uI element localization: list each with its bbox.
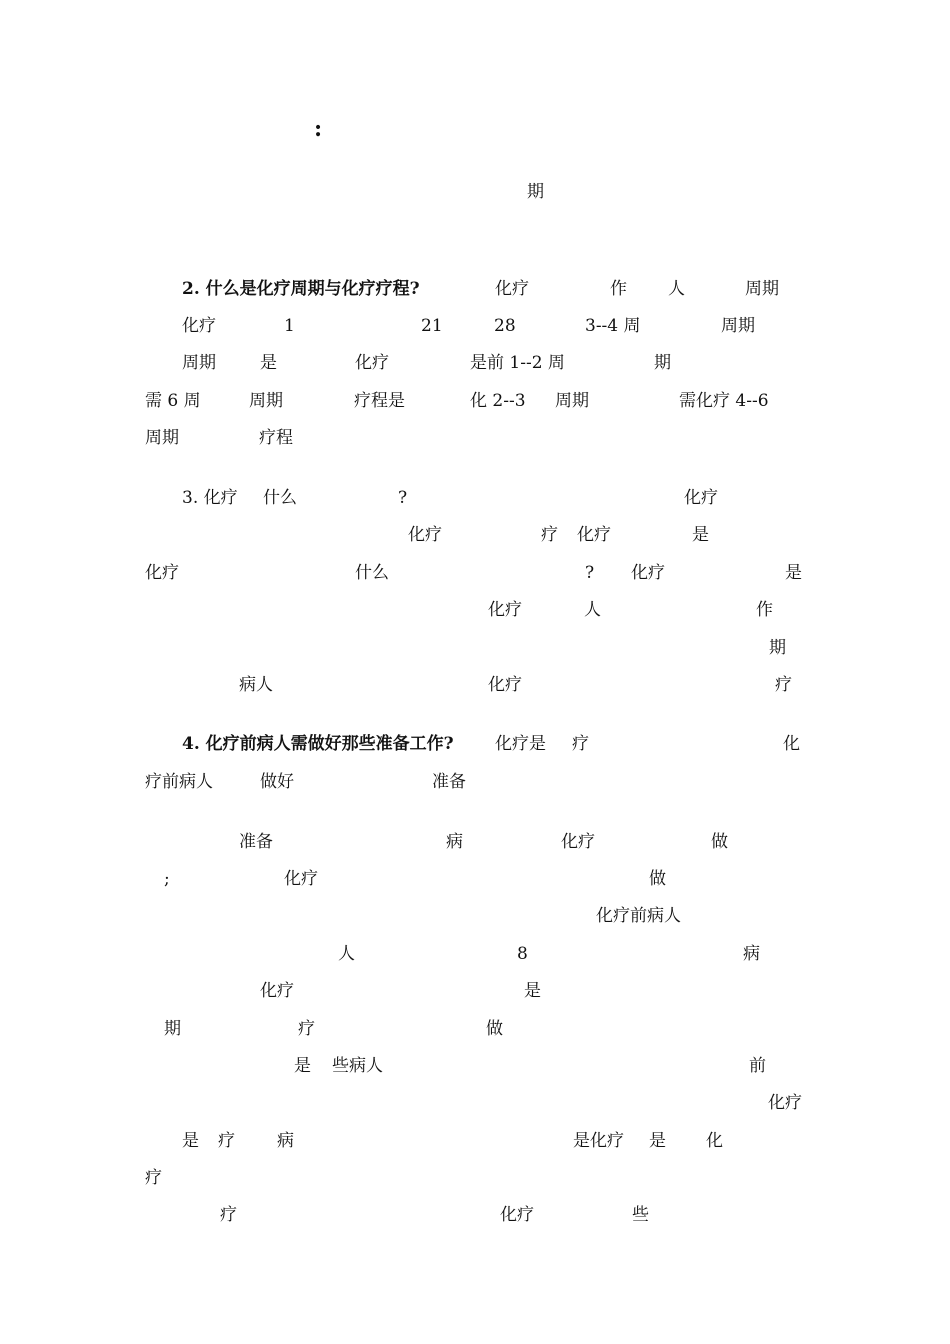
q4-heading-line xyxy=(0,732,950,758)
text-fragment: 疗 xyxy=(218,1131,235,1151)
q4-line-8 xyxy=(0,1017,950,1043)
q3-line-3 xyxy=(0,561,950,587)
text-fragment: 作 xyxy=(756,600,773,620)
q3-line-5 xyxy=(0,636,950,662)
text-fragment: 周期 xyxy=(555,391,589,411)
text-fragment: 化疗 xyxy=(631,563,665,583)
text-fragment: 准备 xyxy=(432,772,466,792)
q4-line-13 xyxy=(0,1203,950,1229)
text-fragment: 疗 xyxy=(541,525,558,545)
q3-line-2 xyxy=(0,523,950,549)
text-fragment: 些 xyxy=(632,1205,649,1225)
text-fragment: ? xyxy=(585,563,595,583)
text-fragment: 化疗 xyxy=(260,981,294,1001)
text-fragment: 是前 1--2 周 xyxy=(470,353,565,373)
q2-heading-line xyxy=(0,277,950,303)
text-fragment: 是 xyxy=(524,981,541,1001)
q3-heading: 3. 化疗 xyxy=(182,488,238,508)
q4-line-2 xyxy=(0,770,950,796)
text-fragment: 化疗 xyxy=(408,525,442,545)
q4-line-7 xyxy=(0,979,950,1005)
text-fragment: 准备 xyxy=(239,832,273,852)
text-fragment: 化疗 xyxy=(182,316,216,336)
text-fragment: 期 xyxy=(654,353,671,373)
q3-line-6 xyxy=(0,673,950,699)
text-fragment: 28 xyxy=(494,316,516,336)
q4-line-6 xyxy=(0,942,950,968)
text-fragment: 化疗 xyxy=(488,600,522,620)
text-fragment: 需化疗 4--6 xyxy=(679,391,769,411)
text-fragment: 疗程是 xyxy=(354,391,405,411)
text-fragment: 前 xyxy=(749,1056,766,1076)
text-fragment: 做 xyxy=(649,869,666,889)
q4-line-3 xyxy=(0,830,950,856)
text-fragment: 化疗 xyxy=(684,488,718,508)
text-fragment: 作 xyxy=(610,279,627,299)
text-fragment: 什么 xyxy=(355,563,389,583)
q4-line-5 xyxy=(0,904,950,930)
q4-line-9 xyxy=(0,1054,950,1080)
text-fragment: 些病人 xyxy=(332,1056,383,1076)
text-fragment: 化 xyxy=(706,1131,723,1151)
text-fragment: 病人 xyxy=(239,675,273,695)
text-fragment: 周期 xyxy=(721,316,755,336)
q3-heading-line xyxy=(0,486,950,512)
q4-line-4 xyxy=(0,867,950,893)
text-fragment: 化疗 xyxy=(577,525,611,545)
text-fragment: 做 xyxy=(711,832,728,852)
text-fragment: 需 6 周 xyxy=(145,391,201,411)
text-fragment: 是 xyxy=(294,1056,311,1076)
q3-line-4 xyxy=(0,598,950,624)
text-fragment: 是 xyxy=(182,1131,199,1151)
text-fragment: 化疗 xyxy=(488,675,522,695)
text-fragment: 人 xyxy=(584,600,601,620)
text-fragment: 8 xyxy=(517,944,528,964)
text-fragment: 是 xyxy=(649,1131,666,1151)
text-fragment: 周期 xyxy=(182,353,216,373)
text-fragment: 病 xyxy=(743,944,760,964)
text-fragment: 疗 xyxy=(220,1205,237,1225)
q2-heading: 2. 什么是化疗周期与化疗疗程? xyxy=(182,279,420,299)
text-fragment: 是 xyxy=(692,525,709,545)
q2-line-4 xyxy=(0,389,950,415)
top-fragment-line xyxy=(0,180,950,206)
text-fragment: 化疗 xyxy=(495,279,529,299)
text-fragment: 什么 xyxy=(263,488,297,508)
q4-heading: 4. 化疗前病人需做好那些准备工作? xyxy=(182,734,454,754)
text-fragment: 疗程 xyxy=(259,428,293,448)
text-fragment: 期 xyxy=(527,182,544,202)
q4-line-12 xyxy=(0,1166,950,1192)
text-fragment: 疗 xyxy=(145,1168,162,1188)
text-fragment: 周期 xyxy=(745,279,779,299)
text-fragment: 周期 xyxy=(145,428,179,448)
text-fragment: 化疗 xyxy=(145,563,179,583)
text-fragment: 做好 xyxy=(260,772,294,792)
text-fragment: 疗 xyxy=(572,734,589,754)
text-fragment: 疗 xyxy=(298,1019,315,1039)
text-fragment: 化疗是 xyxy=(495,734,546,754)
text-fragment: 化疗 xyxy=(284,869,318,889)
text-fragment: 1 xyxy=(284,316,295,336)
text-fragment: 疗前病人 xyxy=(145,772,213,792)
text-fragment: 病 xyxy=(277,1131,294,1151)
q4-line-10 xyxy=(0,1091,950,1117)
text-fragment: 3--4 周 xyxy=(585,316,641,336)
text-fragment: ; xyxy=(164,869,170,889)
text-fragment: 化疗 xyxy=(500,1205,534,1225)
text-fragment: 化 xyxy=(783,734,800,754)
text-fragment: 人 xyxy=(668,279,685,299)
q2-line-5 xyxy=(0,426,950,452)
stray-colon: : xyxy=(314,116,323,142)
text-fragment: 是 xyxy=(260,353,277,373)
text-fragment: 人 xyxy=(338,944,355,964)
text-fragment: 化疗前病人 xyxy=(596,906,681,926)
text-fragment: 化疗 xyxy=(768,1093,802,1113)
q2-line-2 xyxy=(0,314,950,340)
text-fragment: 期 xyxy=(769,638,786,658)
q2-line-3 xyxy=(0,351,950,377)
text-fragment: 是 xyxy=(785,563,802,583)
q4-line-11 xyxy=(0,1129,950,1155)
text-fragment: 周期 xyxy=(249,391,283,411)
text-fragment: 疗 xyxy=(775,675,792,695)
text-fragment: 化疗 xyxy=(355,353,389,373)
text-fragment: 期 xyxy=(164,1019,181,1039)
text-fragment: 化疗 xyxy=(561,832,595,852)
text-fragment: 是化疗 xyxy=(573,1131,624,1151)
text-fragment: 化 2--3 xyxy=(470,391,526,411)
text-fragment: ? xyxy=(398,488,408,508)
text-fragment: 病 xyxy=(446,832,463,852)
text-fragment: 21 xyxy=(421,316,443,336)
text-fragment: 做 xyxy=(486,1019,503,1039)
